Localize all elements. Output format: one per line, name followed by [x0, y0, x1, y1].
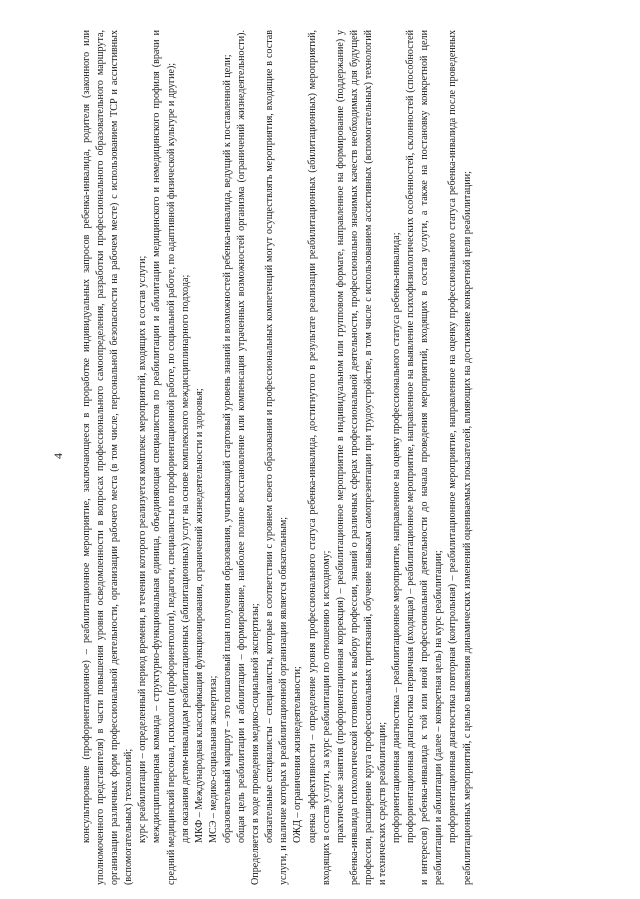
paragraph: обязательные специалисты – специалисты, которые в соответствии с уровнем своего образования и профессиональных компетенций могут осуществлять мероприятия, входящие в состав услуги, и наличие которых в реабилитационной организации является обязательным; [264, 30, 290, 885]
paragraph: консультирование (профориентационное) – реабилитационное мероприятие, заключающееся в проработке индивидуальных запросов ребенка-инвалида, родителя (законного или уполномоченного представителя) в части повышения уровня осведомленности в вопросах профессионального самоопределения, разработки профессионального образовательного маршрута, организации различных форм профессиональной деятельности, организации рабочего места (в том числе, персональной безопасности на рабочем месте) с использованием ТСР и ассистивных (вспомогательных) технологий; [81, 30, 135, 885]
page-number: 4 [51, 453, 65, 459]
paragraph: профориентационная диагностика – реабилитационное мероприятие, направленное на оценку профессионального статуса ребенка-инвалида; [391, 232, 403, 843]
paragraph: практические занятия (профориентационная коррекция) – реабилитационное мероприятие в индивидуальном или групповом формате, направленное на формирование (поддержание) у ребенка-инвалида психологической готовности к выбору профессии, знаний о различных сферах профессиональной деятельности, профессионально значимых качеств необходимых для будущей профессии, расширение круга профессиональных притязаний, обучение навыкам самопрезентации при трудоустройстве, в том числе с использованием ассистивных (вспомогательных) технологий и технических средств реабилитации; [334, 30, 388, 885]
paragraph: оценка эффективности – определение уровня профессионального статуса ребенка-инвалида, достигнутого в результате реализации реабилитационных (абилитационных) мероприятий, входящих в состав услуги, за курс реабилитации по отношению к исходному; [306, 30, 332, 885]
paragraph: образовательный маршрут – это пошаговый план получения образования, учитывающий стартовый уровень знаний и возможностей ребенка-инвалида, ведущий к поставленной цели; [221, 54, 233, 843]
paragraph: для оказания детям-инвалидам реабилитационных (абилитационных) услуг на основе комплексного междисциплинарного подхода; [179, 274, 191, 843]
paragraph: общая цель реабилитации и абилитации – формирование, наиболее полное восстановление или компенсация утраченных возможностей организма (ограничений жизнедеятельности). Определяется в ходе проведения медико-социальной экспертизы; [236, 30, 262, 885]
paragraph: профориентационная диагностика первичная (входящая) – реабилитационное мероприятие, направленное на выявление психофизиологических особенностей, склонностей (способностей и интересов) ребенка-инвалида к той или иной профессиональной деятельности до начала проведения мероприятий, входящих в состав услуги, а также на постановку конкретной цели реабилитации и абилитации (далее – конкретная цель) на курс реабилитации; [405, 30, 445, 885]
paragraph: МКФ – Международная классификация функционирования, ограничений жизнедеятельности и здоровья; [193, 388, 205, 843]
paragraph: профориентационная диагностика повторная (контрольная) – реабилитационное мероприятие, направленное на оценку профессионального статуса ребенка-инвалида после проведенных реабилитационных мероприятий, с целью выявления динамических изменений оцениваемых показателей, влияющих на достижение конкретной цели реабилитации; [447, 30, 473, 885]
paragraph: курс реабилитации – определенный период времени, в течении которого реализуется комплекс мероприятий, входящих в состав услуги; [137, 255, 149, 843]
paragraph: ОЖД – ограничения жизнедеятельности; [292, 666, 304, 843]
paragraph: МСЭ – медико-социальная экспертиза; [207, 675, 219, 843]
paragraph: междисциплинарная команда – структурно-функциональная единица, объединяющая специалистов по реабилитации и абилитации медицинского и немедицинского профиля (врачи и средний медицинский персонал, психологи (профориентологи), педагоги, специалисты по профориентационной работе, по социальной работе, по адаптивной физической культуре и другие); [151, 30, 177, 885]
definitions-text [80, 30, 475, 885]
